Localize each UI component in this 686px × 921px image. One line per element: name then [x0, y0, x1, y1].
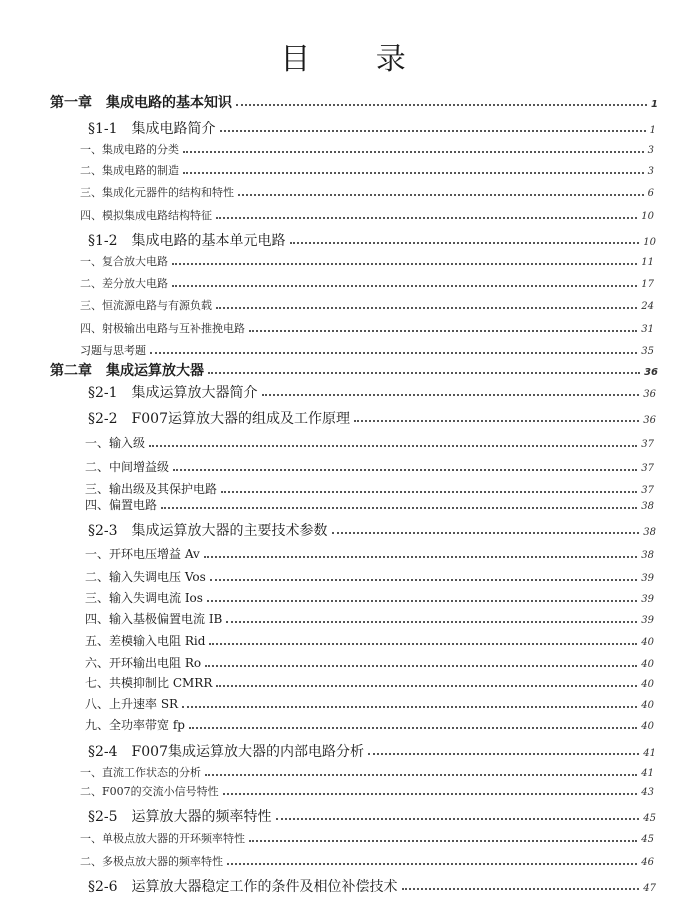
- toc-entry-label: §1-2 集成电路的基本单元电路: [88, 233, 286, 249]
- toc-item: [80, 207, 654, 223]
- toc-item: [80, 853, 654, 869]
- toc-page-number: 41: [641, 768, 654, 779]
- toc-section: [88, 806, 656, 826]
- toc-page-number: 36: [643, 389, 656, 400]
- dot-leader: [205, 774, 637, 776]
- toc-section: [88, 520, 656, 540]
- dot-leader: [276, 818, 640, 820]
- toc-page-number: 39: [641, 615, 654, 626]
- toc-entry-label: §2-4 F007集成运算放大器的内部电路分析: [88, 744, 364, 760]
- toc-page-number: 1: [651, 99, 658, 110]
- toc-section: [88, 118, 656, 138]
- toc-page-number: 45: [641, 834, 654, 845]
- toc-section: [88, 876, 656, 896]
- toc-page-number: 11: [641, 257, 654, 268]
- dot-leader: [172, 263, 637, 265]
- dot-leader: [207, 600, 637, 602]
- toc-entry-label: 二、多极点放大器的频率特性: [80, 855, 223, 868]
- dot-leader: [182, 706, 637, 708]
- toc-entry-label: 四、偏置电路: [85, 498, 158, 512]
- dot-leader: [161, 507, 637, 509]
- dot-leader: [150, 352, 637, 354]
- toc-page-number: 38: [643, 527, 656, 538]
- toc-page-number: 37: [641, 485, 654, 496]
- toc-item: [80, 141, 654, 157]
- toc-item: [85, 480, 654, 497]
- dot-leader: [249, 840, 637, 842]
- toc-entry-label: 二、F007的交流小信号特性: [80, 785, 219, 798]
- toc-page-number: 1: [649, 125, 656, 136]
- toc-entry-label: 习题与思考题: [80, 344, 146, 357]
- dot-leader: [204, 556, 637, 558]
- toc-item: [80, 253, 654, 269]
- toc-item: [85, 568, 654, 585]
- toc-section: [88, 230, 656, 250]
- dot-leader: [249, 330, 637, 332]
- toc-page-number: 46: [641, 857, 654, 868]
- toc-entry-label: 二、中间增益级: [85, 460, 170, 474]
- toc-page-number: 3: [647, 166, 654, 177]
- toc-page-number: 38: [641, 501, 654, 512]
- toc-entry-label: §2-6 运算放大器稳定工作的条件及相位补偿技术: [88, 879, 398, 895]
- toc-page-number: 40: [641, 679, 654, 690]
- dot-leader: [173, 469, 637, 471]
- dot-leader: [236, 104, 647, 106]
- toc-page-number: 10: [641, 211, 654, 222]
- dot-leader: [402, 888, 640, 890]
- dot-leader: [290, 242, 640, 244]
- toc-entry-label: 六、开环输出电阻 Ro: [85, 656, 202, 670]
- dot-leader: [368, 753, 639, 755]
- toc-page-number: 36: [644, 367, 658, 378]
- dot-leader: [172, 285, 637, 287]
- dot-leader: [189, 727, 637, 729]
- toc-item: [85, 716, 654, 733]
- toc-page-number: 40: [641, 700, 654, 711]
- toc-page-number: 47: [643, 883, 656, 894]
- toc-item: [85, 654, 654, 671]
- toc-page-number: 24: [641, 301, 654, 312]
- toc-page-number: 45: [643, 813, 656, 824]
- dot-leader: [226, 621, 637, 623]
- toc-item: [85, 545, 654, 562]
- dot-leader: [220, 130, 646, 132]
- dot-leader: [221, 491, 637, 493]
- dot-leader: [262, 394, 640, 396]
- toc-item: [85, 695, 654, 712]
- toc-section: [88, 382, 656, 402]
- toc-item: [80, 184, 654, 200]
- toc-item: [80, 275, 654, 291]
- toc-entry-label: 二、集成电路的制造: [80, 164, 179, 177]
- toc-entry-label: 九、全功率带宽 fp: [85, 718, 185, 732]
- toc-item: [80, 830, 654, 846]
- toc-item: [80, 783, 654, 799]
- toc-item: [80, 320, 654, 336]
- toc-entry-label: 八、上升速率 SR: [85, 697, 179, 711]
- toc-entry-label: 第一章 集成电路的基本知识: [50, 95, 232, 111]
- page-title: 目 录: [280, 42, 434, 77]
- toc-page-number: 41: [643, 748, 656, 759]
- toc-page-number: 10: [643, 237, 656, 248]
- toc-entry-label: 三、输出级及其保护电路: [85, 482, 218, 496]
- dot-leader: [216, 217, 637, 219]
- toc-page-number: 39: [641, 594, 654, 605]
- toc-chapter: [50, 92, 658, 112]
- toc-page-number: 31: [641, 324, 654, 335]
- toc-entry-label: 七、共模抑制比 CMRR: [85, 676, 213, 690]
- toc-item: [80, 764, 654, 780]
- toc-item: [85, 674, 654, 691]
- toc-entry-label: §1-1 集成电路简介: [88, 121, 216, 137]
- toc-entry-label: 四、输入基极偏置电流 IB: [85, 612, 223, 626]
- toc-page-number: 17: [641, 279, 654, 290]
- dot-leader: [238, 194, 644, 196]
- toc-page-number: 40: [641, 637, 654, 648]
- toc-entry-label: 五、差模输入电阻 Rid: [85, 634, 206, 648]
- toc-entry-label: §2-1 集成运算放大器简介: [88, 385, 258, 401]
- dot-leader: [209, 643, 637, 645]
- toc-entry-label: 一、开环电压增益 Av: [85, 547, 200, 561]
- toc-section: [88, 408, 656, 428]
- toc-page-number: 35: [641, 346, 654, 357]
- toc-item: [85, 434, 654, 451]
- dot-leader: [216, 685, 637, 687]
- toc-entry-label: 一、单极点放大器的开环频率特性: [80, 832, 245, 845]
- toc-section: [88, 741, 656, 761]
- toc-entry-label: §2-2 F007运算放大器的组成及工作原理: [88, 411, 350, 427]
- toc-page-number: 43: [641, 787, 654, 798]
- toc-entry-label: 第二章 集成运算放大器: [50, 363, 204, 379]
- toc-item: [85, 458, 654, 475]
- toc-entry-label: 四、射极输出电路与互补推挽电路: [80, 322, 245, 335]
- toc-item: [80, 297, 654, 313]
- toc-page-number: 6: [647, 188, 654, 199]
- toc-entry-label: 二、输入失调电压 Vos: [85, 570, 206, 584]
- dot-leader: [208, 372, 640, 374]
- toc-page-number: 40: [641, 659, 654, 670]
- dot-leader: [223, 793, 638, 795]
- dot-leader: [332, 532, 640, 534]
- toc-entry-label: 三、输入失调电流 Ios: [85, 591, 203, 605]
- toc-item: [85, 589, 654, 606]
- toc-page-number: 38: [641, 550, 654, 561]
- dot-leader: [149, 445, 637, 447]
- dot-leader: [216, 307, 637, 309]
- toc-entry-label: 一、直流工作状态的分析: [80, 766, 201, 779]
- toc-entry-label: §2-3 集成运算放大器的主要技术参数: [88, 523, 328, 539]
- dot-leader: [183, 151, 644, 153]
- toc-entry-label: 三、集成化元器件的结构和特性: [80, 186, 234, 199]
- toc-page-number: 36: [643, 415, 656, 426]
- dot-leader: [183, 172, 644, 174]
- toc-entry-label: 一、输入级: [85, 436, 146, 450]
- toc-page-number: 37: [641, 463, 654, 474]
- dot-leader: [354, 420, 639, 422]
- toc-entry-label: 三、恒流源电路与有源负载: [80, 299, 212, 312]
- toc-page-number: 39: [641, 573, 654, 584]
- toc-page-number: 40: [641, 721, 654, 732]
- toc-entry-label: 二、差分放大电路: [80, 277, 168, 290]
- dot-leader: [210, 579, 638, 581]
- toc-entry-label: 四、模拟集成电路结构特征: [80, 209, 212, 222]
- toc-chapter: [50, 360, 658, 380]
- toc-item: [85, 632, 654, 649]
- toc-item: [80, 342, 654, 358]
- toc-page-number: 37: [641, 439, 654, 450]
- toc-item: [85, 610, 654, 627]
- toc-item: [85, 496, 654, 513]
- dot-leader: [205, 665, 637, 667]
- toc-page-number: 3: [647, 145, 654, 156]
- toc-item: [80, 162, 654, 178]
- toc-entry-label: §2-5 运算放大器的频率特性: [88, 809, 272, 825]
- toc-entry-label: 一、集成电路的分类: [80, 143, 179, 156]
- dot-leader: [227, 863, 637, 865]
- toc-entry-label: 一、复合放大电路: [80, 255, 168, 268]
